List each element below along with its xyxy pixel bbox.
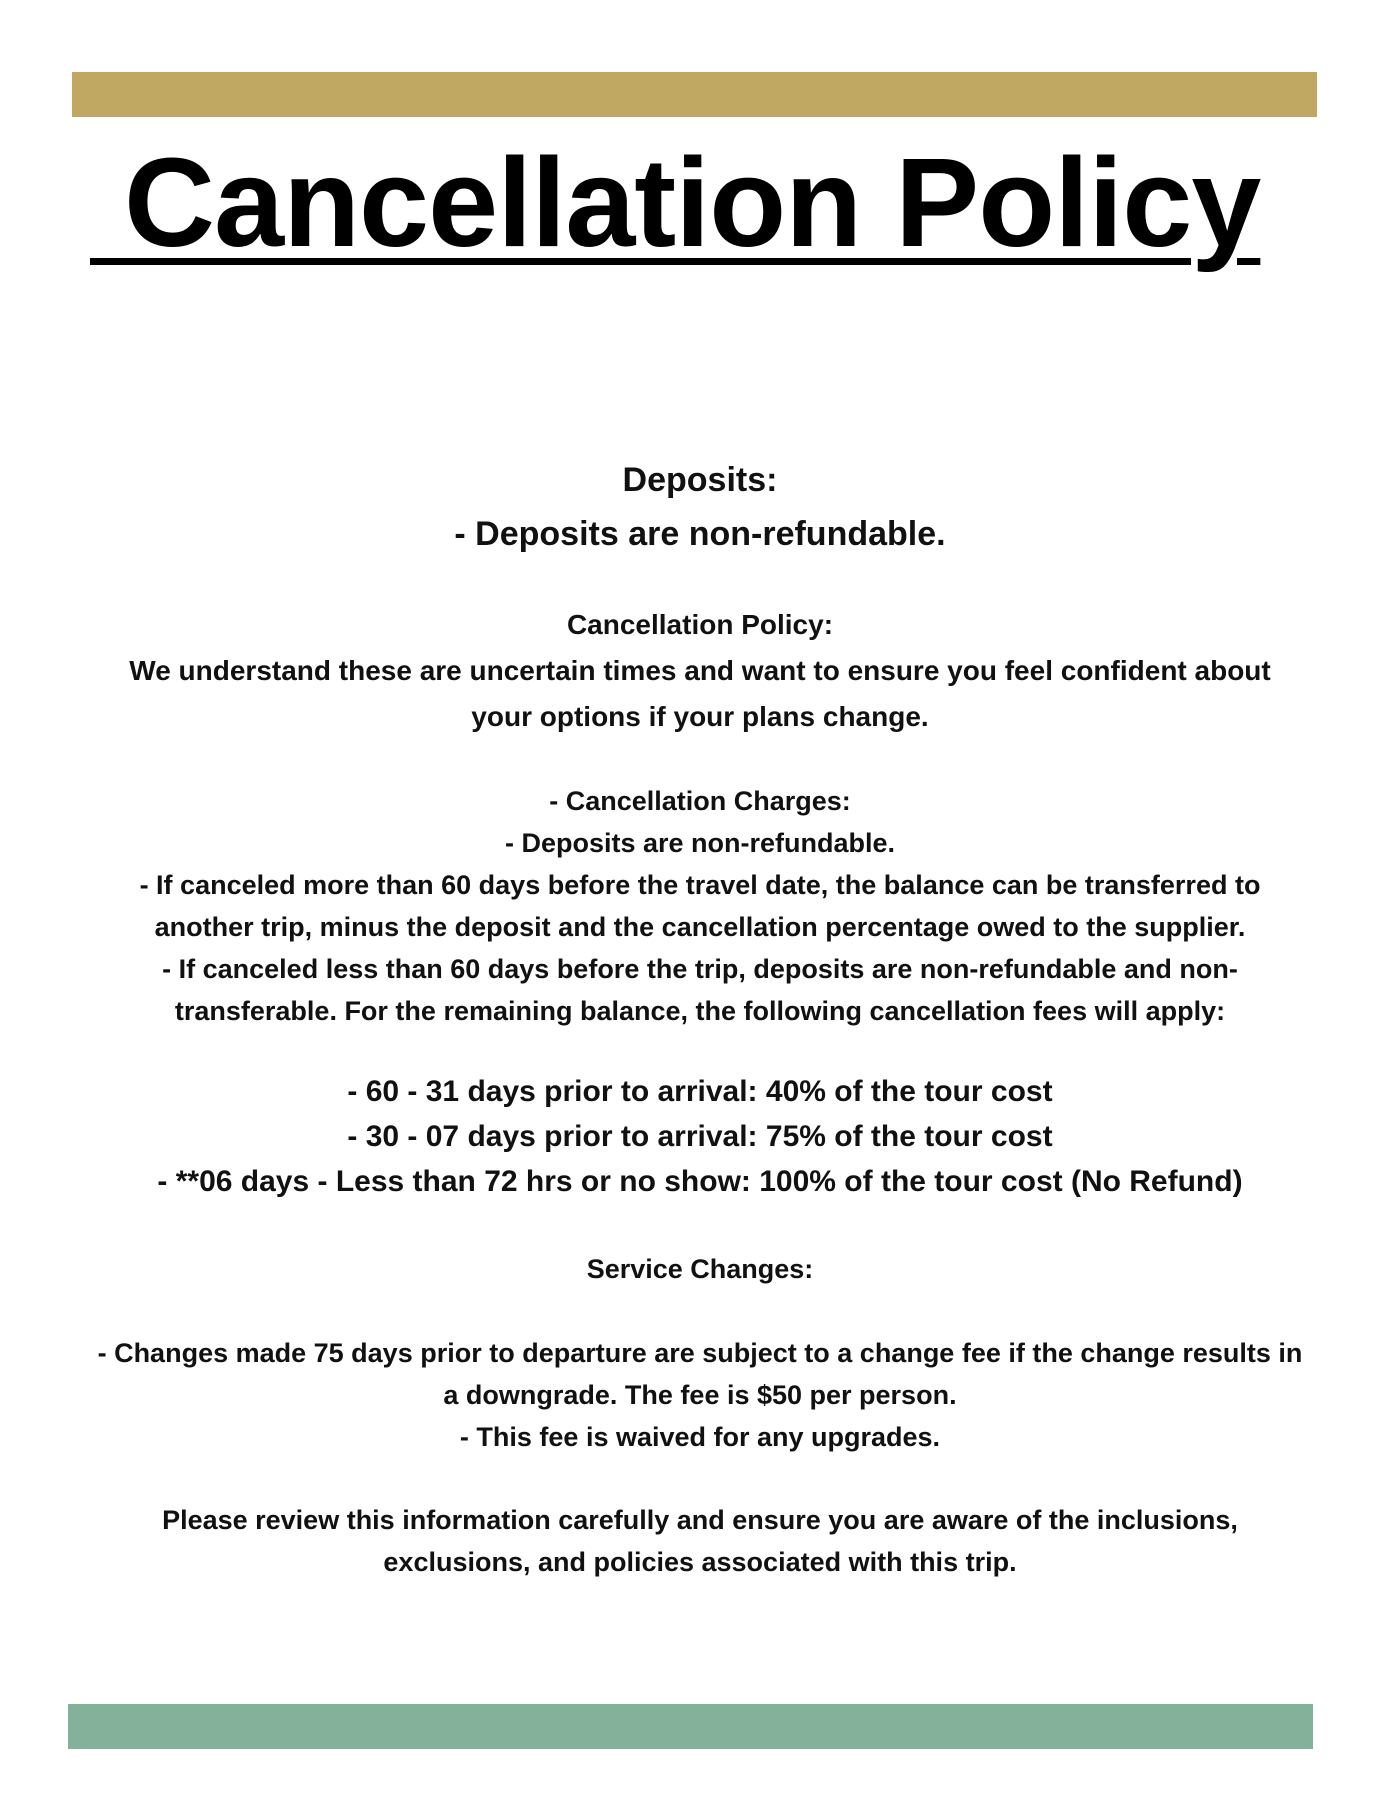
charges-heading: - Cancellation Charges: [549, 786, 851, 816]
service-changes-section [60, 1332, 1340, 1458]
fee-item: - **06 days - Less than 72 hrs or no show: 100% of the tour cost (No Refund) [157, 1165, 1243, 1198]
charges-line: transferable. For the remaining balance, the following cancellation fees will apply: [174, 996, 1226, 1026]
service-changes-heading-block [60, 1248, 1340, 1290]
charges-line: another trip, minus the deposit and the cancellation percentage owed to the supplier. [154, 912, 1246, 942]
policy-line: We understand these are uncertain times and want to ensure you feel confident about [129, 655, 1271, 686]
deposits-section [60, 453, 1340, 561]
policy-heading: Cancellation Policy: [566, 609, 834, 640]
review-line: exclusions, and policies associated with this trip. [383, 1547, 1017, 1577]
charges-line: - Deposits are non-refundable. [504, 828, 896, 858]
page-title: Cancellation Policy [90, 132, 1261, 273]
bottom-accent-bar [68, 1704, 1313, 1749]
deposits-heading: Deposits: [622, 461, 778, 499]
review-line: Please review this information carefully and ensure you are aware of the inclusions, [162, 1505, 1238, 1535]
fee-item: - 60 - 31 days prior to arrival: 40% of the tour cost [347, 1075, 1053, 1108]
deposits-text: - Deposits are non-refundable. [454, 515, 946, 553]
charges-line: - If canceled more than 60 days before the travel date, the balance can be transferred to [139, 870, 1261, 900]
fee-item: - 30 - 07 days prior to arrival: 75% of the tour cost [347, 1120, 1053, 1153]
service-changes-line: a downgrade. The fee is $50 per person. [443, 1380, 957, 1410]
service-changes-line: - Changes made 75 days prior to departure are subject to a change fee if the change results in [97, 1338, 1303, 1368]
cancellation-charges-section [60, 780, 1340, 1032]
service-changes-heading: Service Changes: [586, 1254, 814, 1284]
cancellation-policy-section [60, 602, 1340, 740]
policy-line: your options if your plans change. [471, 701, 929, 732]
charges-line: - If canceled less than 60 days before the trip, deposits are non-refundable and non- [162, 954, 1238, 984]
top-accent-bar [72, 72, 1317, 117]
service-changes-line: - This fee is waived for any upgrades. [459, 1422, 941, 1452]
cancellation-fees-list [60, 1069, 1340, 1204]
review-notice [60, 1499, 1340, 1583]
